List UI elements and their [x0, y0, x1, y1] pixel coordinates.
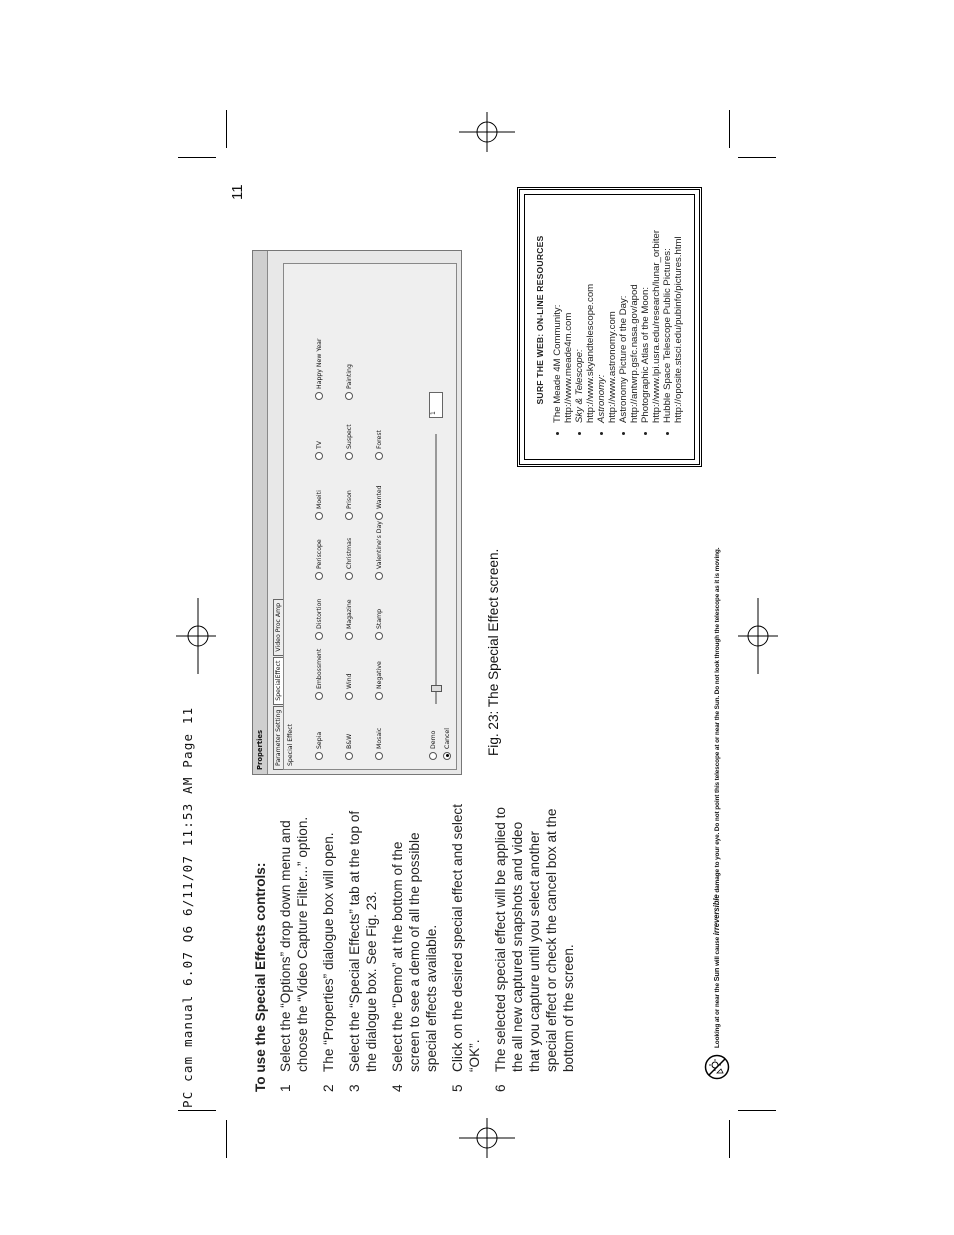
dialog-panel [283, 263, 457, 770]
crop-mark [738, 1110, 776, 1111]
effect-radio[interactable]: B&W [345, 734, 353, 760]
radio-icon [345, 452, 353, 460]
radio-icon [315, 572, 323, 580]
step-1: 1 Select the “Options” drop down menu and choose the “Video Capture Filter...” option. [278, 816, 310, 1092]
radio-icon [315, 752, 323, 760]
dialog-tabs [273, 598, 283, 770]
radio-icon [375, 752, 383, 760]
radio-icon [375, 692, 383, 700]
effect-radio[interactable]: Christmas [345, 538, 353, 580]
radio-icon [429, 752, 437, 760]
registration-mark-icon [459, 1118, 515, 1158]
effect-radio[interactable]: Mosaic [375, 728, 383, 760]
figure-caption: Fig. 23: The Special Effect screen. [486, 548, 501, 756]
web-resources-list [552, 205, 684, 435]
no-sun-warning-icon [704, 1054, 730, 1080]
radio-icon [345, 692, 353, 700]
list-item: • Photographic Atlas of the Moon: http://www.lpi.usra.edu/research/lunar_orbiter [640, 205, 662, 423]
tab-parameter-setting[interactable]: Parameter Setting [273, 706, 283, 770]
radio-selected-icon [443, 752, 451, 760]
radio-icon [345, 512, 353, 520]
web-resources-box [517, 187, 702, 467]
registration-mark-icon [459, 112, 515, 152]
radio-icon [345, 632, 353, 640]
slider-value-field[interactable]: 1 [429, 392, 443, 418]
step-6: 6 The selected special effect will be applied to the all new captured snapshots and video that you capture until you select another special effect or check the cancel box at the bottom of the screen. [493, 807, 576, 1092]
effect-radio[interactable]: Wind [345, 673, 353, 700]
radio-icon [375, 452, 383, 460]
crop-mark [226, 110, 227, 148]
tab-special-effect[interactable]: SpecialEffect [273, 657, 283, 705]
radio-icon [315, 512, 323, 520]
list-item: • Astronomy: http://www.astronomy.com [596, 205, 618, 423]
crop-mark [226, 1120, 227, 1158]
web-resources-inner [524, 194, 695, 460]
list-item: • Sky & Telescope: http://www.skyandtelescope.com [574, 205, 596, 423]
effect-radio[interactable]: Valentine's Day [375, 521, 383, 580]
radio-icon [315, 392, 323, 400]
effect-radio[interactable]: Magazine [345, 599, 353, 640]
cancel-radio[interactable]: Cancel [443, 728, 451, 760]
effect-radio[interactable]: Forest [375, 430, 383, 460]
effect-radio[interactable]: Prison [345, 490, 353, 520]
web-resources-heading: SURF THE WEB: ON-LINE RESOURCES [535, 235, 545, 405]
instructions [252, 802, 582, 1092]
sun-warning-text: Looking at or near the Sun will cause irreversible damage to your eye. Do not point this telescope at or near the Sun. Do not look through the telescope as it is moving. [712, 547, 721, 1048]
radio-icon [345, 752, 353, 760]
step-3: 3 Select the “Special Effects” tab at the top of the dialogue box. See Fig. 23. [347, 810, 379, 1092]
effect-radio[interactable]: Painting [345, 364, 353, 400]
effect-radio[interactable]: Stamp [375, 609, 383, 640]
properties-dialog-screenshot [252, 250, 462, 775]
instructions-heading: To use the Special Effects controls: [253, 862, 268, 1092]
list-item: • Astronomy Picture of the Day: http://antwrp.gsfc.nasa.gov/apod [618, 205, 640, 423]
speed-slider-track[interactable] [435, 434, 437, 704]
step-5: 5 Click on the desired special effect and select “OK”. [450, 804, 482, 1092]
radio-icon [315, 692, 323, 700]
crop-mark [729, 1120, 730, 1158]
registration-mark-icon [738, 598, 778, 674]
effect-radio[interactable]: Embossment [315, 649, 323, 700]
radio-icon [345, 392, 353, 400]
effect-radio[interactable]: Moeiti [315, 490, 323, 520]
radio-icon [375, 632, 383, 640]
radio-icon [345, 572, 353, 580]
dialog-title: Properties [253, 251, 268, 774]
effect-radio[interactable]: TV [315, 441, 323, 460]
radio-icon [315, 632, 323, 640]
special-effect-group-label: Special Effect [287, 723, 294, 766]
effect-radio[interactable]: Negative [375, 661, 383, 700]
effect-radio[interactable]: Periscope [315, 539, 323, 580]
effect-radio[interactable]: Happy New Year [315, 339, 323, 401]
crop-mark [729, 110, 730, 148]
tab-video-proc-amp[interactable]: Video Proc Amp [273, 599, 283, 656]
step-4: 4 Select the “Demo” at the bottom of the screen to see a demo of all the possible special effects available. [390, 832, 439, 1092]
radio-icon [375, 572, 383, 580]
page-number: 11 [229, 184, 246, 200]
radio-icon [315, 452, 323, 460]
demo-radio[interactable]: Demo [429, 731, 437, 760]
crop-mark [738, 157, 776, 158]
registration-mark-icon [176, 598, 216, 674]
effect-radio[interactable]: Sepia [315, 732, 323, 760]
list-item: • The Meade 4M Community: http://www.meade4m.com [552, 205, 574, 423]
list-item: • Hubble Space Telescope Public Pictures: http://oposite.stsci.edu/pubinfo/pictures.html [662, 205, 684, 423]
radio-icon [375, 512, 383, 520]
effect-radio[interactable]: Wanted [375, 485, 383, 520]
effect-radio[interactable]: Suspect [345, 424, 353, 460]
step-2: 2 The “Properties” dialogue box will open. [321, 832, 336, 1092]
crop-mark [178, 1110, 216, 1111]
effect-radio[interactable]: Distortion [315, 599, 323, 640]
crop-mark [178, 157, 216, 158]
speed-slider-knob[interactable] [431, 685, 442, 692]
print-slug: PC cam manual 6.07 Q6 6/11/07 11:53 AM Page 11 [180, 706, 195, 1108]
